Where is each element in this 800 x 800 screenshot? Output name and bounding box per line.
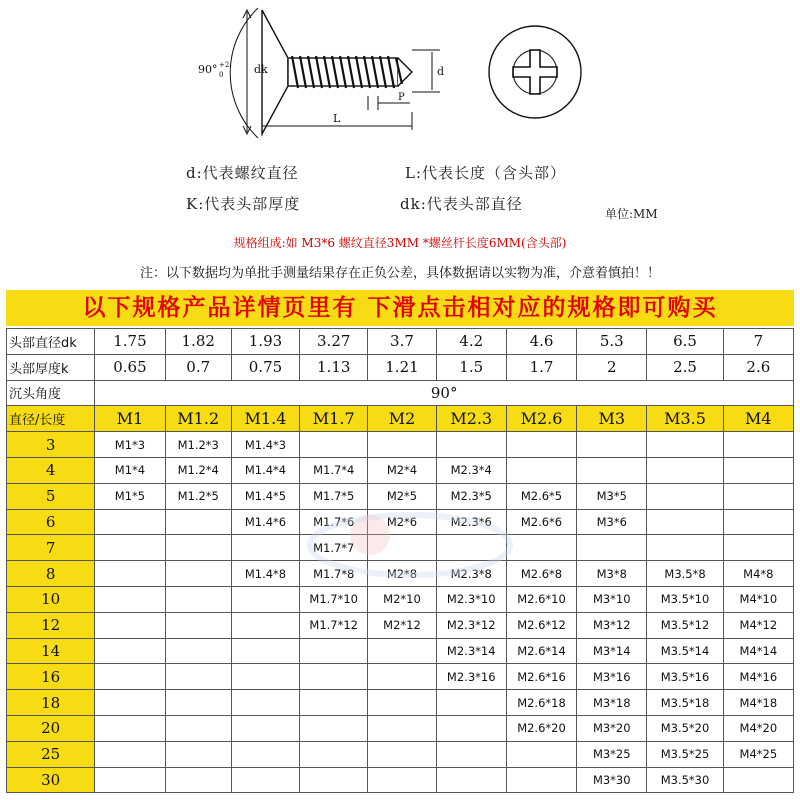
head-thickness-row	[7, 354, 794, 380]
empty-cell	[647, 509, 723, 535]
diameter-header-5: M2.3	[436, 406, 506, 432]
empty-cell	[436, 535, 506, 561]
empty-cell	[231, 586, 299, 612]
length-label: 8	[7, 561, 95, 587]
spec-cell[interactable]: M4*14	[723, 638, 793, 664]
spec-table	[6, 328, 794, 793]
table-row	[7, 715, 794, 741]
spec-cell[interactable]: M3.5*18	[647, 690, 723, 716]
spec-cell[interactable]: M2.3*10	[436, 586, 506, 612]
disclaimer-note: 注：以下数据均为单批手测量结果存在正负公差，具体数据请以实物为准，介意着慎拍！！	[139, 266, 660, 281]
table-row	[7, 561, 794, 587]
spec-cell[interactable]: M2*8	[368, 561, 436, 587]
head-thickness-value-5: 1.5	[436, 354, 506, 380]
head-thickness-label: 头部厚度k	[7, 354, 95, 380]
diameter-header-1: M1.2	[165, 406, 231, 432]
spec-cell[interactable]: M2.3*6	[436, 509, 506, 535]
table-row	[7, 638, 794, 664]
length-label: 10	[7, 586, 95, 612]
empty-cell	[165, 535, 231, 561]
empty-cell	[300, 638, 368, 664]
spec-cell[interactable]: M2.6*20	[506, 715, 576, 741]
spec-cell[interactable]: M1.7*8	[300, 561, 368, 587]
empty-cell	[368, 715, 436, 741]
empty-cell	[368, 767, 436, 793]
empty-cell	[300, 690, 368, 716]
spec-cell[interactable]: M2.3*8	[436, 561, 506, 587]
unit-label: 单位:MM	[605, 207, 658, 221]
spec-cell[interactable]: M3.5*25	[647, 741, 723, 767]
spec-cell[interactable]: M1.4*4	[231, 457, 299, 483]
empty-cell	[95, 535, 165, 561]
spec-cell[interactable]: M1.2*5	[165, 483, 231, 509]
empty-cell	[647, 535, 723, 561]
spec-cell[interactable]: M3*5	[577, 483, 647, 509]
empty-cell	[165, 664, 231, 690]
dk-label: dk	[254, 63, 268, 76]
empty-cell	[577, 432, 647, 458]
empty-cell	[506, 535, 576, 561]
l-label: L	[333, 112, 341, 125]
spec-cell[interactable]: M3.5*14	[647, 638, 723, 664]
purchase-banner: 以下规格产品详情页里有 下滑点击相对应的规格即可购买	[6, 290, 794, 326]
screw-diagram	[0, 0, 800, 150]
empty-cell	[436, 432, 506, 458]
head-diameter-value-5: 4.2	[436, 329, 506, 355]
spec-cell[interactable]: M2*4	[368, 457, 436, 483]
empty-cell	[723, 483, 793, 509]
empty-cell	[723, 509, 793, 535]
spec-cell[interactable]: M2.6*5	[506, 483, 576, 509]
spec-cell[interactable]: M1.2*3	[165, 432, 231, 458]
length-label: 4	[7, 457, 95, 483]
spec-cell[interactable]: M1*3	[95, 432, 165, 458]
spec-cell[interactable]: M2.6*6	[506, 509, 576, 535]
empty-cell	[506, 432, 576, 458]
empty-cell	[165, 741, 231, 767]
spec-cell[interactable]: M2*12	[368, 612, 436, 638]
spec-cell[interactable]: M3*8	[577, 561, 647, 587]
empty-cell	[95, 715, 165, 741]
screw-top-view	[489, 26, 581, 118]
spec-cell[interactable]: M2.6*10	[506, 586, 576, 612]
tolerance-plus: +2	[219, 61, 230, 69]
head-diameter-value-8: 6.5	[647, 329, 723, 355]
empty-cell	[231, 690, 299, 716]
empty-cell	[300, 432, 368, 458]
spec-cell[interactable]: M2*6	[368, 509, 436, 535]
diameter-header-4: M2	[368, 406, 436, 432]
spec-cell[interactable]: M3*30	[577, 767, 647, 793]
head-outer-circle	[489, 26, 581, 118]
empty-cell	[165, 612, 231, 638]
diameter-header-7: M3	[577, 406, 647, 432]
spec-cell[interactable]: M1.7*12	[300, 612, 368, 638]
empty-cell	[231, 638, 299, 664]
length-label: 7	[7, 535, 95, 561]
empty-cell	[723, 432, 793, 458]
empty-cell	[368, 638, 436, 664]
length-label: 14	[7, 638, 95, 664]
empty-cell	[300, 741, 368, 767]
head-diameter-value-7: 5.3	[577, 329, 647, 355]
angle-value: 90°	[95, 380, 794, 406]
head-thickness-value-9: 2.6	[723, 354, 793, 380]
table-row	[7, 432, 794, 458]
table-row	[7, 535, 794, 561]
empty-cell	[95, 509, 165, 535]
empty-cell	[300, 715, 368, 741]
head-diameter-row	[7, 329, 794, 355]
diameter-header-3: M1.7	[300, 406, 368, 432]
head-diameter-value-2: 1.93	[231, 329, 299, 355]
head-diameter-label: 头部直径dk	[7, 329, 95, 355]
spec-cell[interactable]: M1.4*6	[231, 509, 299, 535]
spec-cell[interactable]: M1.7*7	[300, 535, 368, 561]
table-row	[7, 612, 794, 638]
spec-cell[interactable]: M3*25	[577, 741, 647, 767]
tolerance-minus: 0	[219, 71, 224, 79]
spec-cell[interactable]: M3*16	[577, 664, 647, 690]
spec-cell[interactable]: M3.5*10	[647, 586, 723, 612]
spec-cell[interactable]: M4*25	[723, 741, 793, 767]
legend-d: d:代表螺纹直径	[186, 164, 299, 182]
spec-cell[interactable]: M1.7*5	[300, 483, 368, 509]
spec-cell[interactable]: M3*12	[577, 612, 647, 638]
head-diameter-value-4: 3.7	[368, 329, 436, 355]
spec-cell[interactable]: M2.6*8	[506, 561, 576, 587]
table-row	[7, 664, 794, 690]
head-thickness-value-0: 0.65	[95, 354, 165, 380]
spec-cell[interactable]: M1.7*4	[300, 457, 368, 483]
empty-cell	[577, 535, 647, 561]
length-label: 18	[7, 690, 95, 716]
head-diameter-value-0: 1.75	[95, 329, 165, 355]
length-label: 25	[7, 741, 95, 767]
spec-cell[interactable]: M2*5	[368, 483, 436, 509]
spec-cell[interactable]: M2.3*16	[436, 664, 506, 690]
empty-cell	[300, 767, 368, 793]
angle-label: 90°	[198, 63, 218, 76]
empty-cell	[95, 612, 165, 638]
diameter-header-8: M3.5	[647, 406, 723, 432]
spec-cell[interactable]: M3*18	[577, 690, 647, 716]
empty-cell	[165, 715, 231, 741]
table-row	[7, 457, 794, 483]
size-header-label: 直径/长度	[7, 406, 95, 432]
legend-l: L:代表长度（含头部）	[405, 164, 567, 182]
head-thickness-value-7: 2	[577, 354, 647, 380]
spec-cell[interactable]: M4*10	[723, 586, 793, 612]
spec-cell[interactable]: M3*20	[577, 715, 647, 741]
table-row	[7, 690, 794, 716]
head-diameter-value-3: 3.27	[300, 329, 368, 355]
empty-cell	[165, 767, 231, 793]
head-diameter-value-9: 7	[723, 329, 793, 355]
spec-cell[interactable]: M3.5*12	[647, 612, 723, 638]
empty-cell	[231, 767, 299, 793]
empty-cell	[95, 741, 165, 767]
empty-cell	[165, 638, 231, 664]
length-label: 6	[7, 509, 95, 535]
head-thickness-value-8: 2.5	[647, 354, 723, 380]
table-row	[7, 586, 794, 612]
length-label: 30	[7, 767, 95, 793]
spec-cell[interactable]: M2.3*12	[436, 612, 506, 638]
spec-cell[interactable]: M2.6*16	[506, 664, 576, 690]
empty-cell	[231, 741, 299, 767]
head-diameter-value-6: 4.6	[506, 329, 576, 355]
empty-cell	[436, 715, 506, 741]
spec-cell[interactable]: M4*12	[723, 612, 793, 638]
spec-cell[interactable]: M2.3*4	[436, 457, 506, 483]
length-label: 16	[7, 664, 95, 690]
spec-cell[interactable]: M2.6*14	[506, 638, 576, 664]
diameter-header-row	[7, 406, 794, 432]
spec-cell[interactable]: M2.6*18	[506, 690, 576, 716]
empty-cell	[436, 767, 506, 793]
spec-cell[interactable]: M3*14	[577, 638, 647, 664]
length-label: 3	[7, 432, 95, 458]
empty-cell	[95, 690, 165, 716]
head-thickness-value-4: 1.21	[368, 354, 436, 380]
spec-cell[interactable]: M1.7*6	[300, 509, 368, 535]
spec-cell[interactable]: M1.7*10	[300, 586, 368, 612]
empty-cell	[506, 457, 576, 483]
angle-row-label: 沉头角度	[7, 380, 95, 406]
head-thickness-value-3: 1.13	[300, 354, 368, 380]
spec-cell[interactable]: M2.6*12	[506, 612, 576, 638]
empty-cell	[95, 664, 165, 690]
spec-cell[interactable]: M3.5*30	[647, 767, 723, 793]
angle-row	[7, 380, 794, 406]
empty-cell	[368, 535, 436, 561]
empty-cell	[506, 741, 576, 767]
spec-cell[interactable]: M3*6	[577, 509, 647, 535]
spec-cell[interactable]: M2.3*14	[436, 638, 506, 664]
head-thickness-value-1: 0.7	[165, 354, 231, 380]
spec-example: 规格组成:如 M3*6 螺纹直径3MM *螺丝杆长度6MM(含头部)	[233, 236, 567, 250]
p-label: P	[398, 92, 405, 103]
table-row	[7, 767, 794, 793]
head-thickness-value-6: 1.7	[506, 354, 576, 380]
empty-cell	[95, 638, 165, 664]
empty-cell	[165, 509, 231, 535]
table-row	[7, 509, 794, 535]
length-label: 12	[7, 612, 95, 638]
empty-cell	[300, 664, 368, 690]
spec-cell[interactable]: M1*4	[95, 457, 165, 483]
empty-cell	[231, 535, 299, 561]
d-label: d	[437, 65, 445, 78]
empty-cell	[368, 664, 436, 690]
spec-cell[interactable]: M1.4*5	[231, 483, 299, 509]
length-label: 5	[7, 483, 95, 509]
empty-cell	[647, 457, 723, 483]
spec-cell[interactable]: M1.4*3	[231, 432, 299, 458]
empty-cell	[95, 586, 165, 612]
legend-dk: dk:代表头部直径	[400, 195, 523, 213]
empty-cell	[723, 767, 793, 793]
empty-cell	[231, 715, 299, 741]
spec-cell[interactable]: M4*20	[723, 715, 793, 741]
empty-cell	[95, 561, 165, 587]
spec-cell[interactable]: M3.5*16	[647, 664, 723, 690]
length-label: 20	[7, 715, 95, 741]
head-inner-circle	[513, 50, 557, 94]
empty-cell	[723, 535, 793, 561]
head-thickness-value-2: 0.75	[231, 354, 299, 380]
empty-cell	[647, 483, 723, 509]
spec-cell[interactable]: M4*16	[723, 664, 793, 690]
spec-cell[interactable]: M3*10	[577, 586, 647, 612]
empty-cell	[368, 432, 436, 458]
spec-cell[interactable]: M1*5	[95, 483, 165, 509]
empty-cell	[577, 457, 647, 483]
spec-cell[interactable]: M1.4*8	[231, 561, 299, 587]
empty-cell	[368, 690, 436, 716]
empty-cell	[165, 586, 231, 612]
table-row	[7, 741, 794, 767]
diameter-header-6: M2.6	[506, 406, 576, 432]
table-row	[7, 483, 794, 509]
empty-cell	[95, 767, 165, 793]
empty-cell	[436, 741, 506, 767]
empty-cell	[368, 741, 436, 767]
spec-cell[interactable]: M4*8	[723, 561, 793, 587]
spec-cell[interactable]: M4*18	[723, 690, 793, 716]
empty-cell	[506, 767, 576, 793]
diameter-header-2: M1.4	[231, 406, 299, 432]
empty-cell	[231, 612, 299, 638]
empty-cell	[436, 690, 506, 716]
empty-cell	[165, 690, 231, 716]
spec-cell[interactable]: M2*10	[368, 586, 436, 612]
spec-cell[interactable]: M2.3*5	[436, 483, 506, 509]
legend-k: K:代表头部厚度	[186, 195, 301, 213]
diameter-header-0: M1	[95, 406, 165, 432]
diameter-header-9: M4	[723, 406, 793, 432]
head-diameter-value-1: 1.82	[165, 329, 231, 355]
spec-cell[interactable]: M1.2*4	[165, 457, 231, 483]
spec-cell[interactable]: M3.5*8	[647, 561, 723, 587]
empty-cell	[647, 432, 723, 458]
empty-cell	[231, 664, 299, 690]
empty-cell	[723, 457, 793, 483]
empty-cell	[165, 561, 231, 587]
spec-cell[interactable]: M3.5*20	[647, 715, 723, 741]
